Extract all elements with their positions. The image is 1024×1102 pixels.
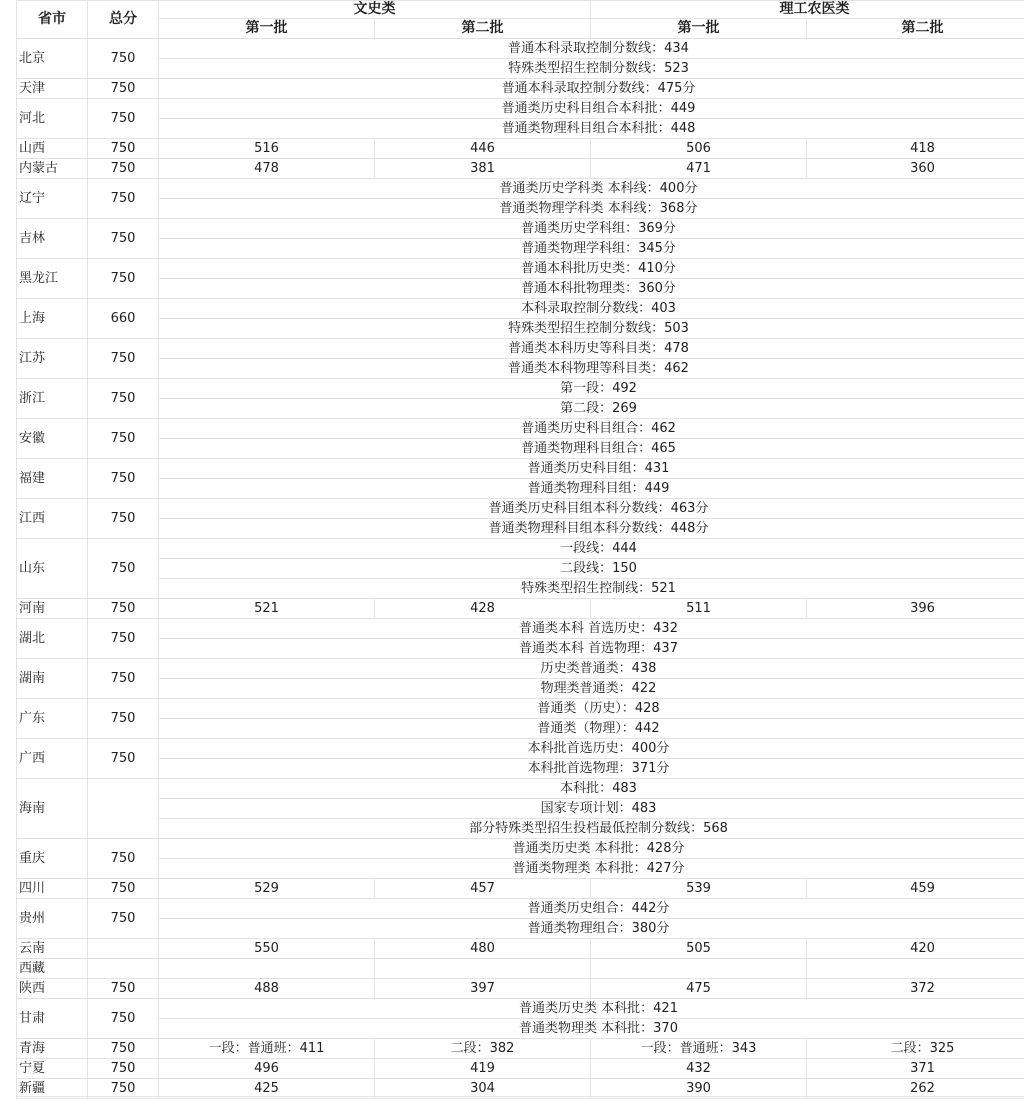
merged-score-line-cell: 普通本科录取控制分数线：475分	[159, 79, 1024, 99]
merged-score-line-cell: 本科批首选历史：400分	[159, 739, 1024, 759]
table-row	[17, 299, 1024, 319]
province-header: 省市	[17, 1, 88, 39]
merged-score-line-cell: 普通类物理类 本科批：370	[159, 1019, 1024, 1039]
total-score-cell: 750	[88, 499, 159, 539]
science-batch2-cell: 459	[807, 879, 1024, 899]
liberal-batch2-cell: 446	[375, 139, 591, 159]
table-row	[17, 239, 1024, 259]
table-row	[17, 819, 1024, 839]
merged-score-line-cell: 普通类物理学科组：345分	[159, 239, 1024, 259]
merged-score-line-cell: 普通类物理科目组：449	[159, 479, 1024, 499]
total-score-cell: 750	[88, 1059, 159, 1079]
table-row	[17, 379, 1024, 399]
merged-score-line-cell: 特殊类型招生控制分数线：503	[159, 319, 1024, 339]
merged-score-line-cell: 本科批：483	[159, 779, 1024, 799]
merged-score-line-cell: 本科录取控制分数线：403	[159, 299, 1024, 319]
liberal-batch2-cell	[375, 959, 591, 979]
merged-score-line-cell: 部分特殊类型招生投档最低控制分数线：568	[159, 819, 1024, 839]
total-score-cell: 750	[88, 879, 159, 899]
liberal-batch1-cell: 529	[159, 879, 375, 899]
table-row	[17, 559, 1024, 579]
merged-score-line-cell: 普通类（历史）：428	[159, 699, 1024, 719]
table-row	[17, 959, 1024, 979]
merged-score-line-cell: 本科批首选物理：371分	[159, 759, 1024, 779]
table-row	[17, 799, 1024, 819]
merged-score-line-cell: 普通类本科 首选物理：437	[159, 639, 1024, 659]
total-score-cell: 750	[88, 1039, 159, 1059]
table-row	[17, 39, 1024, 59]
science-batch2-cell	[807, 959, 1024, 979]
table-row	[17, 1019, 1024, 1039]
merged-score-line-cell: 普通类物理科目组合本科批：448	[159, 119, 1024, 139]
merged-score-line-cell: 普通类（物理）：442	[159, 719, 1024, 739]
total-score-cell: 750	[88, 159, 159, 179]
table-row	[17, 899, 1024, 919]
merged-score-line-cell: 普通类历史科目组本科分数线：463分	[159, 499, 1024, 519]
table-row	[17, 159, 1024, 179]
province-cell: 福建	[17, 459, 88, 499]
liberal-batch2-cell: 480	[375, 939, 591, 959]
science-header: 理工农医类	[591, 1, 1024, 19]
merged-score-line-cell: 普通类物理组合：380分	[159, 919, 1024, 939]
liberal-batch2-cell: 397	[375, 979, 591, 999]
province-cell: 山西	[17, 139, 88, 159]
liberal-batch2-cell: 457	[375, 879, 591, 899]
liberal-batch2-cell: 304	[375, 1079, 591, 1099]
merged-score-line-cell: 普通类历史类 本科批：428分	[159, 839, 1024, 859]
table-row	[17, 699, 1024, 719]
table-row	[17, 259, 1024, 279]
province-cell: 青海	[17, 1039, 88, 1059]
total-score-cell: 750	[88, 459, 159, 499]
science-batch1-cell: 390	[591, 1079, 807, 1099]
liberal-batch1-cell: 一段：普通班：411	[159, 1039, 375, 1059]
province-cell: 江西	[17, 499, 88, 539]
merged-score-line-cell: 物理类普通类：422	[159, 679, 1024, 699]
science-batch2-cell: 420	[807, 939, 1024, 959]
table-row	[17, 579, 1024, 599]
merged-score-line-cell: 普通类物理科目组合：465	[159, 439, 1024, 459]
merged-score-line-cell: 普通类历史学科类 本科线：400分	[159, 179, 1024, 199]
table-row	[17, 659, 1024, 679]
province-cell: 海南	[17, 779, 88, 839]
table-row	[17, 539, 1024, 559]
merged-score-line-cell: 第一段：492	[159, 379, 1024, 399]
total-score-cell: 750	[88, 999, 159, 1039]
total-score-cell: 750	[88, 1079, 159, 1099]
table-row	[17, 79, 1024, 99]
total-header: 总分	[88, 1, 159, 39]
total-score-cell: 750	[88, 599, 159, 619]
province-cell: 广西	[17, 739, 88, 779]
province-cell: 陕西	[17, 979, 88, 999]
province-cell: 甘肃	[17, 999, 88, 1039]
total-score-cell: 750	[88, 699, 159, 739]
table-row	[17, 199, 1024, 219]
table-row	[17, 939, 1024, 959]
table-row	[17, 759, 1024, 779]
merged-score-line-cell: 普通类本科物理等科目类：462	[159, 359, 1024, 379]
province-cell: 吉林	[17, 219, 88, 259]
table-row	[17, 99, 1024, 119]
liberal-batch1-cell: 425	[159, 1079, 375, 1099]
total-score-cell: 660	[88, 299, 159, 339]
total-score-cell: 750	[88, 79, 159, 99]
table-bottom-edge	[16, 1096, 1024, 1102]
table-row	[17, 879, 1024, 899]
liberal-batch1-cell: 496	[159, 1059, 375, 1079]
science-batch1-cell	[591, 959, 807, 979]
total-score-cell: 750	[88, 979, 159, 999]
merged-score-line-cell: 特殊类型招生控制线：521	[159, 579, 1024, 599]
province-cell: 山东	[17, 539, 88, 599]
table-row	[17, 599, 1024, 619]
province-cell: 宁夏	[17, 1059, 88, 1079]
total-score-cell: 750	[88, 219, 159, 259]
merged-score-line-cell: 普通类物理类 本科批：427分	[159, 859, 1024, 879]
table-row	[17, 279, 1024, 299]
province-cell: 江苏	[17, 339, 88, 379]
total-score-cell	[88, 779, 159, 839]
table-row	[17, 859, 1024, 879]
province-cell: 安徽	[17, 419, 88, 459]
province-cell: 湖南	[17, 659, 88, 699]
merged-score-line-cell: 普通类历史科目组：431	[159, 459, 1024, 479]
total-score-cell: 750	[88, 539, 159, 599]
table-row	[17, 619, 1024, 639]
province-cell: 辽宁	[17, 179, 88, 219]
total-score-cell	[88, 959, 159, 979]
science-batch1-cell: 511	[591, 599, 807, 619]
table-row	[17, 839, 1024, 859]
science-batch2-cell: 371	[807, 1059, 1024, 1079]
merged-score-line-cell: 普通类本科 首选历史：432	[159, 619, 1024, 639]
liberal-batch1-cell: 488	[159, 979, 375, 999]
liberal-batch1-cell	[159, 959, 375, 979]
merged-score-line-cell: 普通类本科历史等科目类：478	[159, 339, 1024, 359]
province-cell: 河北	[17, 99, 88, 139]
table-row	[17, 499, 1024, 519]
merged-score-line-cell: 普通本科录取控制分数线：434	[159, 39, 1024, 59]
merged-score-line-cell: 第二段：269	[159, 399, 1024, 419]
merged-score-line-cell: 普通本科批物理类：360分	[159, 279, 1024, 299]
liberal-batch1-cell: 521	[159, 599, 375, 619]
science-batch1-header: 第一批	[591, 19, 807, 39]
total-score-cell: 750	[88, 259, 159, 299]
province-cell: 黑龙江	[17, 259, 88, 299]
liberal-arts-header: 文史类	[159, 1, 591, 19]
total-score-cell: 750	[88, 739, 159, 779]
table-row	[17, 1059, 1024, 1079]
total-score-cell: 750	[88, 139, 159, 159]
table-row	[17, 999, 1024, 1019]
table-row	[17, 59, 1024, 79]
table-row	[17, 519, 1024, 539]
liberal-batch2-cell: 419	[375, 1059, 591, 1079]
liberal-batch2-cell: 二段：382	[375, 1039, 591, 1059]
total-score-cell: 750	[88, 379, 159, 419]
table-row	[17, 779, 1024, 799]
science-batch2-cell: 396	[807, 599, 1024, 619]
science-batch2-cell: 二段：325	[807, 1039, 1024, 1059]
total-score-cell: 750	[88, 179, 159, 219]
science-batch2-cell: 262	[807, 1079, 1024, 1099]
table-row	[17, 359, 1024, 379]
table-row	[17, 119, 1024, 139]
province-cell: 湖北	[17, 619, 88, 659]
province-cell: 天津	[17, 79, 88, 99]
table-row	[17, 339, 1024, 359]
merged-score-line-cell: 国家专项计划：483	[159, 799, 1024, 819]
province-cell: 浙江	[17, 379, 88, 419]
table-row	[17, 639, 1024, 659]
total-score-cell	[88, 939, 159, 959]
merged-score-line-cell: 普通类历史类 本科批：421	[159, 999, 1024, 1019]
total-score-cell: 750	[88, 39, 159, 79]
province-cell: 新疆	[17, 1079, 88, 1099]
total-score-cell: 750	[88, 619, 159, 659]
merged-score-line-cell: 特殊类型招生控制分数线：523	[159, 59, 1024, 79]
science-batch1-cell: 475	[591, 979, 807, 999]
liberal-batch1-cell: 478	[159, 159, 375, 179]
science-batch2-cell: 372	[807, 979, 1024, 999]
province-cell: 西藏	[17, 959, 88, 979]
liberal-batch2-cell: 381	[375, 159, 591, 179]
total-score-cell: 750	[88, 839, 159, 879]
province-cell: 上海	[17, 299, 88, 339]
table-row	[17, 419, 1024, 439]
liberal-batch1-cell: 550	[159, 939, 375, 959]
total-score-cell: 750	[88, 419, 159, 459]
province-cell: 四川	[17, 879, 88, 899]
table-row	[17, 219, 1024, 239]
science-batch2-cell: 360	[807, 159, 1024, 179]
merged-score-line-cell: 普通类历史科目组合：462	[159, 419, 1024, 439]
total-score-cell: 750	[88, 339, 159, 379]
table-row	[17, 459, 1024, 479]
province-cell: 广东	[17, 699, 88, 739]
merged-score-line-cell: 二段线：150	[159, 559, 1024, 579]
merged-score-line-cell: 历史类普通类：438	[159, 659, 1024, 679]
liberal-batch1-header: 第一批	[159, 19, 375, 39]
science-batch2-header: 第二批	[807, 19, 1024, 39]
table-row	[17, 439, 1024, 459]
merged-score-line-cell: 普通类历史组合：442分	[159, 899, 1024, 919]
science-batch1-cell: 539	[591, 879, 807, 899]
total-score-cell: 750	[88, 659, 159, 699]
table-row	[17, 719, 1024, 739]
table-row	[17, 139, 1024, 159]
province-cell: 内蒙古	[17, 159, 88, 179]
science-batch1-cell: 506	[591, 139, 807, 159]
science-batch1-cell: 一段：普通班：343	[591, 1039, 807, 1059]
table-row	[17, 919, 1024, 939]
liberal-batch1-cell: 516	[159, 139, 375, 159]
province-cell: 重庆	[17, 839, 88, 879]
merged-score-line-cell: 普通类物理学科类 本科线：368分	[159, 199, 1024, 219]
table-row	[17, 179, 1024, 199]
merged-score-line-cell: 普通类历史学科组：369分	[159, 219, 1024, 239]
province-cell: 河南	[17, 599, 88, 619]
table-row	[17, 979, 1024, 999]
merged-score-line-cell: 普通类历史科目组合本科批：449	[159, 99, 1024, 119]
table-row	[17, 679, 1024, 699]
province-cell: 云南	[17, 939, 88, 959]
total-score-cell: 750	[88, 899, 159, 939]
science-batch2-cell: 418	[807, 139, 1024, 159]
table-row	[17, 479, 1024, 499]
score-table	[16, 0, 1024, 1099]
science-batch1-cell: 471	[591, 159, 807, 179]
liberal-batch2-cell: 428	[375, 599, 591, 619]
science-batch1-cell: 432	[591, 1059, 807, 1079]
merged-score-line-cell: 普通本科批历史类：410分	[159, 259, 1024, 279]
merged-score-line-cell: 普通类物理科目组本科分数线：448分	[159, 519, 1024, 539]
liberal-batch2-header: 第二批	[375, 19, 591, 39]
table-row	[17, 739, 1024, 759]
province-cell: 北京	[17, 39, 88, 79]
science-batch1-cell: 505	[591, 939, 807, 959]
total-score-cell: 750	[88, 99, 159, 139]
merged-score-line-cell: 一段线：444	[159, 539, 1024, 559]
table-row	[17, 399, 1024, 419]
table-row	[17, 1039, 1024, 1059]
table-row	[17, 319, 1024, 339]
province-cell: 贵州	[17, 899, 88, 939]
